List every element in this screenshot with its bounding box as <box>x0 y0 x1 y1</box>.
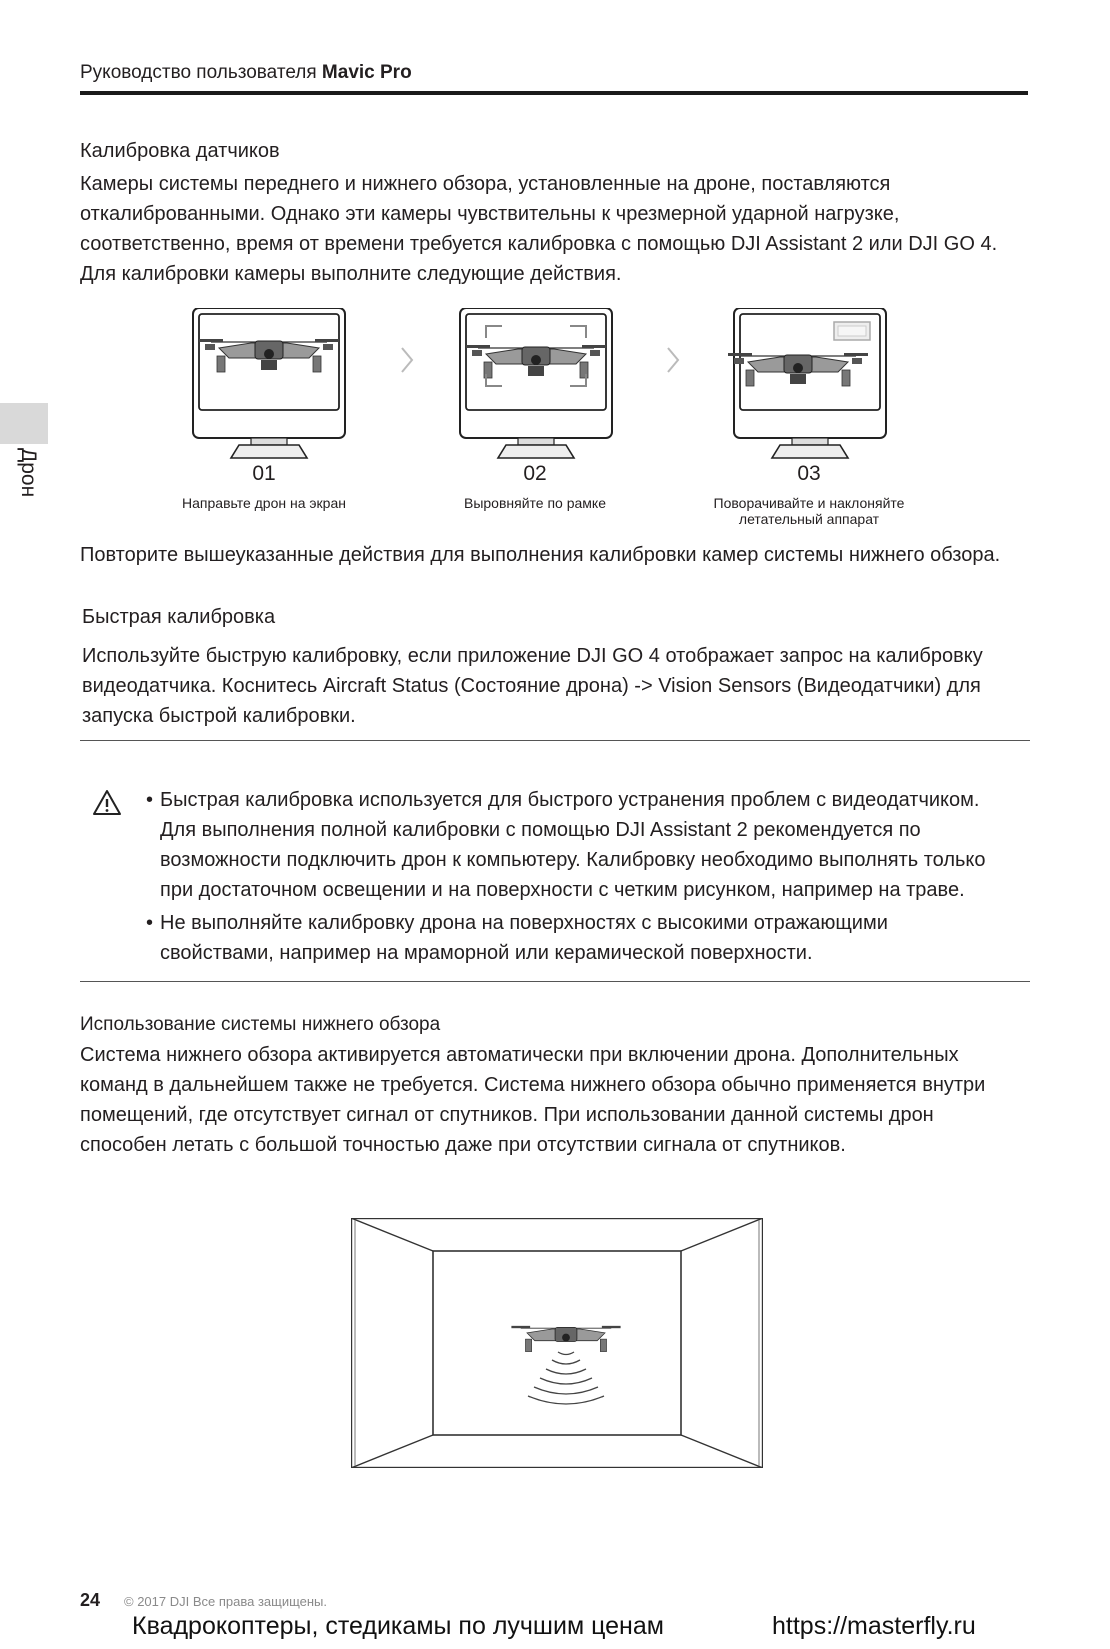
downward-vision-room-illustration <box>351 1218 763 1468</box>
step-1-monitor <box>193 308 345 458</box>
promo-text: Квадрокоптеры, стедикамы по лучшим ценам <box>132 1612 664 1640</box>
copyright: © 2017 DJI Все права защищены. <box>124 1594 328 1609</box>
step-3-caption-line: летательный аппарат <box>738 511 880 527</box>
step-2-caption: Выровняйте по рамке <box>464 495 606 511</box>
warning-bottom-rule <box>80 981 1030 982</box>
calibration-steps-illustration <box>180 308 940 478</box>
downward-line: команд в дальнейшем также не требуется. Система нижнего обзора обычно применяется внутри <box>80 1074 986 1096</box>
calibration-heading: Калибровка датчиков <box>80 140 280 162</box>
warning-bullet-2: • Не выполняйте калибровку дрона на поверхностях с высокими отражающими свойствами, например на мраморной или керамической поверхности. <box>146 908 1026 968</box>
warning-line: Для выполнения полной калибровки с помощью DJI Assistant 2 рекомендуется по <box>160 819 921 841</box>
step-2-monitor <box>460 308 612 458</box>
warning-line: Не выполняйте калибровку дрона на поверхностях с высокими отражающими <box>160 912 888 934</box>
warning-line: Быстрая калибровка используется для быстрого устранения проблем с видеодатчиком. <box>160 789 980 811</box>
quick-line: видеодатчика. Коснитесь Aircraft Status (Состояние дрона) -> Vision Sensors (Видеодатчики) для <box>82 675 981 697</box>
warning-bullet-1: • Быстрая калибровка используется для быстрого устранения проблем с видеодатчиком. Для выполнения полной калибровки с помощью DJI Assistant 2 рекомендуется по возможности подключить дрон к компьютеру. Калибровку необходимо выполнять только при достаточном освещении и на поверхности с четким рисунком, например на траве. <box>146 785 1026 905</box>
warning-line: при достаточном освещении и на поверхности с четким рисунком, например на траве. <box>160 879 965 901</box>
calibration-line: соответственно, время от времени требуется калибровка с помощью DJI Assistant 2 или DJI GO 4. <box>80 233 998 255</box>
step-3-caption <box>709 495 909 527</box>
promo-link[interactable]: https://masterfly.ru <box>772 1612 976 1640</box>
quick-paragraph <box>82 641 1028 731</box>
downward-heading: Использование системы нижнего обзора <box>80 1014 441 1035</box>
step-3-caption-line: Поворачивайте и наклоняйте <box>713 495 905 511</box>
quick-heading: Быстрая калибровка <box>82 606 276 628</box>
calibration-paragraph <box>80 169 1028 289</box>
quick-line: Используйте быструю калибровку, если приложение DJI GO 4 отображает запрос на калибровку <box>82 645 983 667</box>
step-1-caption: Направьте дрон на экран <box>182 495 346 511</box>
side-tab-marker <box>0 403 48 444</box>
page-number: 24 <box>80 1590 101 1610</box>
warning-line: возможности подключить дрон к компьютеру. Калибровку необходимо выполнять только <box>160 849 986 871</box>
header-title: Руководство пользователя <box>80 62 317 83</box>
chevron-right-icon <box>668 348 678 372</box>
calibration-line: откалиброванными. Однако эти камеры чувствительны к чрезмерной ударной нагрузке, <box>80 203 900 225</box>
warning-line: свойствами, например на мраморной или керамической поверхности. <box>160 942 813 964</box>
warning-triangle-icon <box>92 789 122 816</box>
step-3-monitor <box>728 308 886 458</box>
calibration-line: Для калибровки камеры выполните следующие действия. <box>80 263 622 285</box>
header-product: Mavic Pro <box>321 62 412 83</box>
repeat-note: Повторите вышеуказанные действия для выполнения калибровки камер системы нижнего обзора. <box>80 544 1001 566</box>
downward-line: Система нижнего обзора активируется автоматически при включении дрона. Дополнительных <box>80 1044 959 1066</box>
step-3-number: 03 <box>797 462 821 485</box>
downward-paragraph <box>80 1040 1028 1160</box>
calibration-line: Камеры системы переднего и нижнего обзора, установленные на дроне, поставляются <box>80 173 891 195</box>
quick-line: запуска быстрой калибровки. <box>82 705 356 727</box>
step-2-number: 02 <box>523 462 547 485</box>
header-rule <box>80 91 1028 95</box>
downward-line: помещений, где отсутствует сигнал от спутников. При использовании данной системы дрон <box>80 1104 934 1126</box>
downward-line: способен летать с большой точностью даже при отсутствии сигнала от спутников. <box>80 1134 846 1156</box>
step-1-number: 01 <box>252 462 276 485</box>
chevron-right-icon <box>402 348 412 372</box>
running-header <box>80 62 412 84</box>
warning-top-rule <box>80 740 1030 741</box>
side-tab-label: Дрон <box>17 448 40 498</box>
